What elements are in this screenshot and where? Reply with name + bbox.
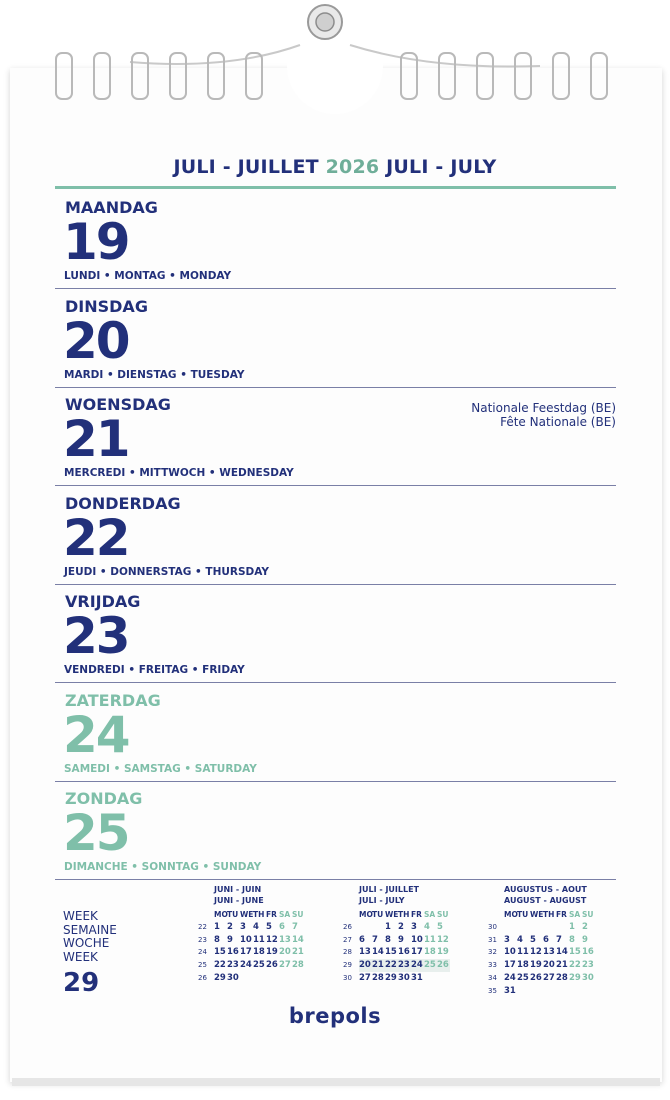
day-row [55, 486, 616, 585]
week-label: SEMAINE [63, 922, 117, 937]
mini-date: 6 [279, 922, 285, 932]
mini-date [292, 972, 305, 985]
mini-date: 17 [504, 960, 516, 971]
mini-week-row [488, 934, 595, 947]
day-number: 19 [63, 213, 129, 271]
mini-week-row [488, 959, 595, 972]
mini-date [569, 985, 582, 998]
mini-date: 31 [411, 972, 423, 983]
mini-date [543, 985, 556, 998]
day-name: DONDERDAG [65, 493, 181, 513]
mini-week-number: 28 [343, 948, 352, 957]
mini-date: 8 [385, 934, 391, 945]
weekday-abbr: FR [556, 910, 567, 919]
weekday-abbr: SA [279, 910, 291, 919]
holiday-note [471, 401, 616, 429]
mini-date: 19 [437, 947, 449, 958]
mini-date [424, 972, 437, 985]
mini-week-row [488, 972, 595, 985]
mini-date: 11 [424, 934, 436, 945]
mini-date: 22 [214, 960, 226, 971]
mini-date: 16 [227, 947, 239, 958]
mini-week-row [198, 934, 305, 947]
mini-week-row [198, 921, 305, 934]
weekday-abbr: SA [569, 910, 581, 919]
mini-date: 22 [385, 960, 397, 971]
mini-date: 2 [398, 922, 404, 932]
day-name: VRIJDAG [65, 592, 141, 611]
mini-date [240, 972, 253, 985]
day-row [55, 584, 616, 683]
mini-date [582, 985, 595, 998]
day-name: WOENSDAG [65, 395, 171, 414]
mini-date: 20 [359, 960, 371, 971]
mini-date: 23 [582, 960, 594, 971]
mini-date: 5 [437, 922, 443, 932]
week-block [63, 910, 117, 998]
mini-date [517, 985, 530, 998]
mini-title: AUGUSTUS - AOUT [504, 885, 587, 894]
mini-date: 30 [227, 972, 239, 983]
mini-date: 5 [530, 934, 536, 945]
weekday-abbr: SU [292, 910, 304, 919]
mini-weekday-header [198, 909, 305, 921]
day-name: MAANDAG [65, 198, 158, 217]
mini-week-row [343, 921, 450, 934]
mini-date: 24 [240, 960, 252, 971]
binding-ring [438, 52, 456, 100]
mini-date: 10 [504, 947, 516, 958]
day-translations: LUNDI • MONTAG • MONDAY [64, 270, 232, 282]
mini-date: 2 [227, 922, 233, 932]
mini-date: 21 [556, 960, 568, 971]
weekday-abbr: MO [214, 910, 228, 919]
weekday-abbr: FR [411, 910, 422, 919]
mini-week-number: 32 [488, 948, 497, 957]
mini-date: 10 [411, 934, 423, 945]
mini-date: 20 [543, 960, 555, 971]
day-number: 22 [63, 508, 129, 567]
day-translations: MARDI • DIENSTAG • TUESDAY [64, 368, 245, 381]
mini-calendar [488, 884, 595, 997]
mini-week-number: 29 [343, 961, 352, 970]
weekday-abbr: TH [253, 910, 265, 919]
weekday-abbr: WE [385, 910, 399, 919]
binding-ring [55, 52, 73, 100]
mini-date: 18 [424, 947, 436, 958]
weekday-abbr: WE [240, 910, 254, 919]
title-year: 2026 [325, 156, 380, 178]
mini-date: 23 [398, 960, 410, 971]
mini-date: 14 [556, 947, 568, 958]
mini-date: 28 [372, 972, 384, 983]
day-translations: JEUDI • DONNERSTAG • THURSDAY [64, 565, 269, 578]
mini-date: 16 [582, 947, 594, 958]
binding-ring [245, 52, 263, 100]
mini-date: 3 [504, 934, 510, 945]
day-translations: MERCREDI • MITTWOCH • WEDNESDAY [64, 467, 294, 479]
mini-week-number: 25 [198, 961, 207, 970]
mini-date [530, 985, 543, 998]
mini-weekday-header [488, 909, 595, 921]
title-divider [55, 186, 616, 189]
mini-date: 15 [214, 947, 226, 958]
mini-date: 8 [214, 934, 220, 945]
mini-date: 3 [411, 922, 417, 932]
mini-week-row [488, 921, 595, 934]
mini-date: 25 [424, 960, 436, 971]
mini-date: 25 [253, 960, 265, 971]
sheet-edge [12, 1078, 660, 1086]
mini-date: 17 [240, 947, 252, 958]
mini-date [437, 972, 450, 985]
day-row [55, 190, 616, 289]
binding-ring [514, 52, 532, 100]
mini-week-number: 26 [198, 973, 207, 982]
mini-date: 13 [279, 934, 291, 945]
mini-date: 14 [372, 947, 384, 958]
mini-week-number: 33 [488, 961, 497, 970]
mini-week-row [343, 972, 450, 985]
mini-date: 29 [214, 972, 226, 983]
mini-title: AUGUST - AUGUST [504, 896, 587, 905]
mini-week-number: 31 [488, 935, 497, 944]
mini-date: 19 [266, 947, 278, 958]
mini-date: 4 [253, 922, 259, 932]
mini-date: 25 [517, 972, 529, 983]
mini-title: JUNI - JUNE [214, 896, 264, 905]
page-title [0, 156, 670, 178]
mini-date: 7 [556, 934, 562, 945]
mini-week-row [198, 972, 305, 985]
day-translations: SAMEDI • SAMSTAG • SATURDAY [64, 762, 257, 775]
week-label: WOCHE [63, 936, 110, 950]
mini-calendar [343, 884, 450, 985]
mini-date [279, 972, 292, 985]
week-label: WEEK [63, 909, 98, 923]
mini-title: JULI - JUILLET [359, 885, 420, 894]
mini-week-number: 23 [198, 935, 207, 944]
mini-weekday-header [343, 909, 450, 921]
mini-date [543, 921, 556, 934]
mini-date: 26 [530, 972, 542, 983]
binding-ring [476, 52, 494, 100]
title-month-right: JULI - JULY [386, 156, 497, 178]
mini-date [266, 972, 279, 985]
mini-week-number: 27 [343, 935, 352, 944]
day-name: ZONDAG [65, 789, 143, 808]
mini-date: 28 [292, 960, 304, 971]
binding-ring [400, 52, 418, 100]
mini-week-row [198, 946, 305, 959]
day-name: ZATERDAG [65, 690, 161, 710]
mini-date: 15 [569, 947, 581, 958]
weekday-abbr: TU [372, 910, 384, 919]
mini-week-number: 30 [488, 923, 497, 931]
mini-date: 14 [292, 934, 304, 945]
mini-week-number: 22 [198, 923, 207, 931]
mini-week-row [488, 946, 595, 959]
holiday-note-line: Nationale Feestdag (BE) [471, 401, 616, 415]
mini-date: 26 [437, 960, 449, 971]
mini-date [253, 972, 266, 985]
weekday-abbr: TU [517, 910, 529, 919]
mini-date: 29 [569, 972, 581, 983]
weekday-abbr: TU [227, 910, 239, 919]
mini-date: 18 [253, 947, 265, 958]
mini-date: 6 [359, 934, 365, 945]
mini-date [530, 921, 543, 934]
mini-date: 26 [266, 960, 278, 971]
mini-date: 18 [517, 960, 529, 971]
mini-date [372, 921, 385, 934]
weekday-abbr: SU [582, 910, 594, 919]
mini-calendar [198, 884, 305, 985]
mini-date: 12 [266, 934, 278, 945]
mini-date: 30 [582, 972, 594, 983]
mini-date: 13 [359, 947, 371, 958]
binding-ring [169, 52, 187, 100]
holiday-note-line: Fête Nationale (BE) [500, 415, 616, 429]
mini-date: 21 [292, 947, 304, 958]
mini-week-number: 30 [343, 973, 352, 982]
binding-ring [207, 52, 225, 100]
week-number: 29 [63, 968, 100, 998]
mini-date: 27 [359, 972, 371, 983]
mini-date: 9 [582, 934, 588, 945]
mini-week-row [488, 985, 595, 998]
mini-date [556, 921, 569, 934]
mini-date: 8 [569, 934, 575, 945]
binding-ring [93, 52, 111, 100]
title-month-left: JULI - JUILLET [173, 156, 319, 178]
day-row [55, 289, 616, 388]
mini-date [504, 921, 517, 934]
day-row [55, 781, 616, 880]
mini-title: JUNI - JUIN [214, 885, 262, 894]
mini-date: 29 [385, 972, 397, 983]
mini-date: 27 [279, 960, 291, 971]
mini-week-number: 35 [488, 986, 497, 995]
mini-date: 21 [372, 960, 384, 971]
week-label: WEEK [63, 949, 98, 964]
binding-ring [552, 52, 570, 100]
mini-date: 4 [517, 934, 523, 945]
mini-date: 1 [385, 922, 391, 932]
mini-date [359, 921, 372, 934]
mini-date: 9 [398, 934, 404, 945]
mini-date: 28 [556, 972, 568, 983]
weekday-abbr: TH [543, 910, 555, 919]
mini-date: 7 [372, 934, 378, 945]
mini-date: 30 [398, 972, 410, 983]
mini-date: 24 [411, 960, 423, 971]
weekday-abbr: FR [266, 910, 277, 919]
mini-date: 16 [398, 947, 410, 958]
day-number: 20 [63, 311, 129, 370]
mini-date: 24 [504, 972, 516, 983]
day-number: 23 [63, 607, 129, 665]
day-number: 21 [63, 410, 129, 468]
binding-ring [590, 52, 608, 100]
brand-logo: brepols [288, 1004, 382, 1028]
day-row [55, 387, 616, 486]
mini-title: JULI - JULY [359, 896, 405, 905]
mini-date: 20 [279, 947, 291, 958]
day-translations: VENDREDI • FREITAG • FRIDAY [64, 664, 245, 676]
mini-date: 31 [504, 985, 516, 996]
day-translations: DIMANCHE • SONNTAG • SUNDAY [64, 861, 262, 873]
mini-week-row [198, 959, 305, 972]
weekday-abbr: WE [530, 910, 544, 919]
weekday-abbr: TH [398, 910, 410, 919]
mini-date: 19 [530, 960, 542, 971]
mini-week-number: 34 [488, 973, 497, 982]
mini-date [517, 921, 530, 934]
mini-date: 23 [227, 960, 239, 971]
mini-date: 9 [227, 934, 233, 945]
mini-date: 27 [543, 972, 555, 983]
mini-week-row [343, 946, 450, 959]
binding-ring [131, 52, 149, 100]
mini-date: 11 [517, 947, 529, 958]
mini-week-row [343, 959, 450, 972]
mini-date: 15 [385, 947, 397, 958]
mini-date: 22 [569, 960, 581, 971]
mini-date: 2 [582, 922, 588, 932]
mini-date: 6 [543, 934, 549, 945]
mini-date: 1 [214, 922, 220, 932]
mini-date: 5 [266, 922, 272, 932]
weekday-abbr: MO [359, 910, 373, 919]
weekday-abbr: MO [504, 910, 518, 919]
mini-date: 1 [569, 922, 575, 932]
mini-week-row [343, 934, 450, 947]
mini-date: 12 [530, 947, 542, 958]
weekday-abbr: SU [437, 910, 449, 919]
mini-date: 11 [253, 934, 265, 945]
mini-week-number: 24 [198, 948, 207, 957]
day-name: DINSDAG [65, 296, 148, 316]
day-number: 24 [63, 705, 129, 764]
day-row [55, 683, 616, 782]
mini-date [556, 985, 569, 998]
mini-date: 3 [240, 922, 246, 932]
mini-date: 13 [543, 947, 555, 958]
mini-date: 4 [424, 922, 430, 932]
mini-date: 12 [437, 934, 449, 945]
mini-date: 10 [240, 934, 252, 945]
weekday-abbr: SA [424, 910, 436, 919]
mini-date: 7 [292, 922, 298, 932]
mini-date: 17 [411, 947, 423, 958]
day-number: 25 [63, 804, 129, 862]
mini-week-number: 26 [343, 923, 352, 931]
